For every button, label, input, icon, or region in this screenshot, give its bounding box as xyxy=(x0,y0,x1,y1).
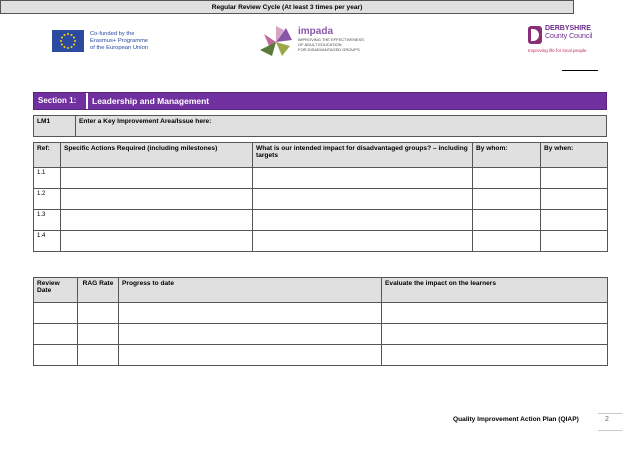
derbyshire-tagline: Improving life for local people xyxy=(528,48,587,53)
impact-cell[interactable] xyxy=(253,189,473,210)
header-progress: Progress to date xyxy=(119,278,382,303)
impact-cell[interactable] xyxy=(253,210,473,231)
actions-cell[interactable] xyxy=(61,189,253,210)
key-improvement-input[interactable]: Enter a Key Improvement Area/Issue here: xyxy=(76,116,607,137)
impact-cell[interactable] xyxy=(253,168,473,189)
review-table xyxy=(33,277,608,366)
lm-table xyxy=(33,115,607,137)
row-ref: 1.2 xyxy=(34,189,61,210)
rag-rate-cell[interactable] xyxy=(78,345,119,366)
review-date-cell[interactable] xyxy=(34,303,78,324)
by-when-cell[interactable] xyxy=(541,231,608,252)
by-when-cell[interactable] xyxy=(541,189,608,210)
table-row xyxy=(34,324,608,345)
table-row xyxy=(34,303,608,324)
lm-row xyxy=(34,116,607,137)
header-review-date: Review Date xyxy=(34,278,78,303)
impada-title: impada xyxy=(298,26,334,37)
eu-flag-icon xyxy=(52,30,84,52)
table-row xyxy=(34,345,608,366)
header-ref: Ref: xyxy=(34,143,61,168)
rag-rate-cell[interactable] xyxy=(78,324,119,345)
by-whom-cell[interactable] xyxy=(473,231,541,252)
review-cycle-heading: Regular Review Cycle (At least 3 times per year) xyxy=(0,0,574,14)
row-ref: 1.1 xyxy=(34,168,61,189)
progress-cell[interactable] xyxy=(119,303,382,324)
eu-logo-text: Co-funded by the Erasmus+ Programme of the European Union xyxy=(90,30,149,51)
by-whom-cell[interactable] xyxy=(473,168,541,189)
header-specific-actions: Specific Actions Required (including milestones) xyxy=(61,143,253,168)
derbyshire-logo xyxy=(528,24,598,58)
derbyshire-name: DERBYSHIRE County Council xyxy=(545,25,593,40)
evaluate-cell[interactable] xyxy=(382,324,608,345)
rag-rate-cell[interactable] xyxy=(78,303,119,324)
by-when-cell[interactable] xyxy=(541,168,608,189)
actions-table xyxy=(33,142,608,252)
evaluate-cell[interactable] xyxy=(382,303,608,324)
lm-code: LM1 xyxy=(34,116,76,137)
section-title: Leadership and Management xyxy=(92,96,210,106)
header-rag-rate: RAG Rate xyxy=(78,278,119,303)
header-by-when: By when: xyxy=(541,143,608,168)
table-row xyxy=(34,168,608,189)
evaluate-cell[interactable] xyxy=(382,345,608,366)
footer-rule xyxy=(598,430,622,431)
header-evaluate-impact: Evaluate the impact on the learners xyxy=(382,278,608,303)
header-by-whom: By whom: xyxy=(473,143,541,168)
row-ref: 1.3 xyxy=(34,210,61,231)
by-whom-cell[interactable] xyxy=(473,210,541,231)
page-number: 2 xyxy=(605,416,609,423)
header-rule xyxy=(562,70,598,71)
actions-cell[interactable] xyxy=(61,168,253,189)
impact-cell[interactable] xyxy=(253,231,473,252)
table-row xyxy=(34,210,608,231)
by-when-cell[interactable] xyxy=(541,210,608,231)
eu-logo xyxy=(52,28,184,54)
derbyshire-d-icon xyxy=(528,26,542,44)
impada-logo xyxy=(256,24,366,60)
review-header-row xyxy=(34,278,608,303)
footer-title: Quality Improvement Action Plan (QIAP) xyxy=(453,416,579,423)
table-row xyxy=(34,231,608,252)
actions-cell[interactable] xyxy=(61,210,253,231)
review-date-cell[interactable] xyxy=(34,324,78,345)
table-row xyxy=(34,189,608,210)
section-header xyxy=(33,92,607,110)
row-ref: 1.4 xyxy=(34,231,61,252)
impada-subtitle: IMPROVING THE EFFECTIVENESS OF ADULT EDUCATION FOR DISADVANTAGED GROUPS xyxy=(298,37,364,52)
actions-cell[interactable] xyxy=(61,231,253,252)
actions-header-row xyxy=(34,143,608,168)
impada-leaves-icon xyxy=(256,24,296,60)
footer-rule xyxy=(598,413,622,414)
progress-cell[interactable] xyxy=(119,324,382,345)
section-label: Section 1: xyxy=(34,93,88,109)
by-whom-cell[interactable] xyxy=(473,189,541,210)
review-date-cell[interactable] xyxy=(34,345,78,366)
progress-cell[interactable] xyxy=(119,345,382,366)
header-intended-impact: What is our intended impact for disadvantaged groups? – including targets xyxy=(253,143,473,168)
